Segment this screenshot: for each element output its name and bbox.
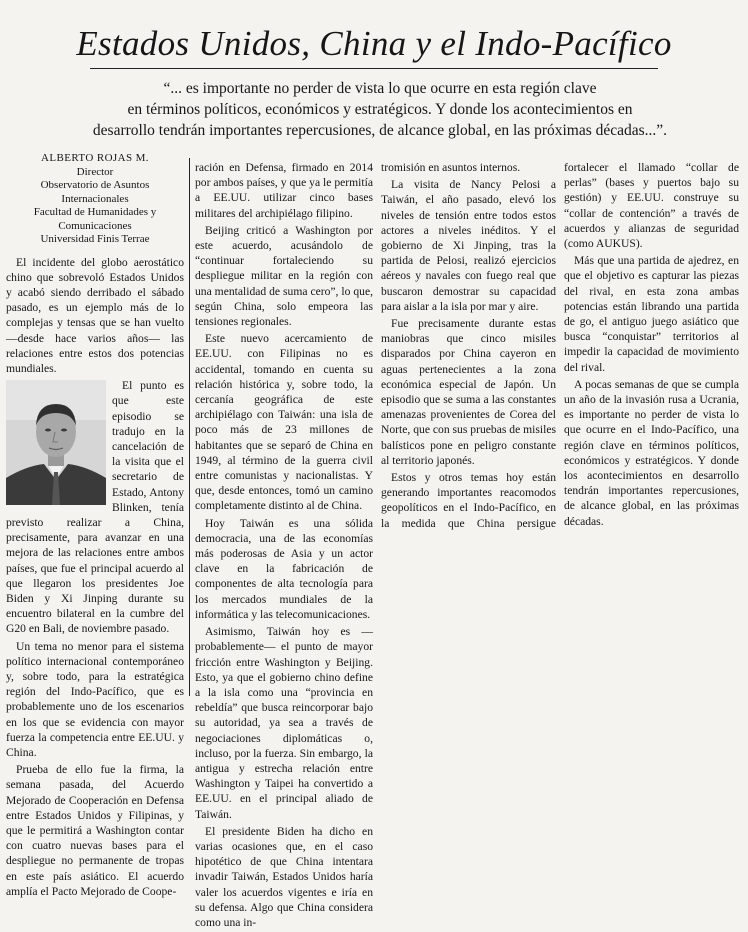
paragraph: El punto es que este episodio se tradujo en la cancelación de la visita que el secretario de Estado, Antony Blinken, tenía previsto realizar a China, precisamente, para avanzar en una mejora de las relaciones entre ambos países, que fue el principal acuerdo al que llegaron los presidentes Joe Biden y Xi Jinping durante su encuentro bilateral en la cumbre del G20 en Bali, de noviembre pasado. (6, 379, 184, 636)
paragraph: tromisión en asuntos internos. (381, 161, 521, 174)
paragraph: La visita de Nancy Pelosi a Taiwán, el año pasado, elevó los niveles de tensión entre todos estos actores a niveles inéditos. Y el gobierno de Xi Jinping, tras la partida de Pelosi, realizó ejercicios aéreos y navales con fuego real que buscaron demostrar su capacidad para aislar a la isla por mar y aire. (381, 178, 556, 313)
byline-institution: Observatorio de Asuntos Internacionales (40, 179, 150, 205)
paragraph: A pocas semanas de que se cumpla un año de la invasión rusa a Ucrania, es importante no perder de vista lo que ocurre en el Indo-Pacífico, una región clave en términos políticos, económicos y estratégicos. Y donde los acontecimientos en desarrollo tendrán importantes repercusiones, de alcance global, en las próximas décadas. (564, 377, 739, 528)
paragraph: Beijing criticó a Washington por este acuerdo, acusándolo de “continuar fortaleciendo su despliegue militar en la región con una mentalidad de suma cero”, lo que, según China, solo empeora las tensiones regionales. (195, 223, 373, 329)
paragraph: Este nuevo acercamiento de EE.UU. con Filipinas no es accidental, tomando en cuenta su relación histórica y, sobre todo, la cercanía geográfica de este archipiélago con Taiwán: una isla de poco más de 23 millones de habitantes que se separó de China en 1949, al término de la guerra civil entre comunistas y nacionalistas. Y que, desde entonces, tomó un camino completamente distinto al de China. (195, 332, 373, 513)
article-column-2 (195, 160, 373, 932)
byline-author: ALBERTO ROJAS M. (41, 152, 149, 164)
paragraph: Hoy Taiwán es una sólida democracia, una de las economías más poderosas de Asia y un actor clave en la fabricación de componentes de alta tecnología para los mercados mundiales de la informática y las telecomunicaciones. (195, 516, 373, 621)
quote-top-rule (90, 68, 658, 69)
paragraph: Estos y otros temas hoy están generando importantes reacomodos geopolíticos en el Indo-Pacífico, en la medida que China persigue fortalecer el llamado “collar de perlas” (bases y puertos bajo su gestión) y EE.UU. construye su “collar de contención” a través de acuerdos y alianzas de seguridad (como AUKUS). (381, 161, 739, 530)
pull-quote-line: desarrollo tendrán importantes repercusiones, de alcance global, en las próximas décadas...”. (92, 122, 668, 139)
pull-quote (40, 78, 720, 141)
byline (6, 152, 184, 247)
paragraph: El presidente Biden ha dicho en varias ocasiones que, en el caso hipotético de que China intentara invadir Taiwán, Estados Unidos haría valer los acuerdos vigentes e iría en su defensa. Algo que China considera como una in- (195, 824, 373, 929)
paragraph: Más que una partida de ajedrez, en que el objetivo es capturar las piezas del rival, en esta zona ambas potencias están librando una partida de go, el antiguo juego asiático que busca “conquistar” territorios al impedir la capacidad de movimiento del rival. (564, 254, 739, 374)
paragraph: Asimismo, Taiwán hoy es —probablemente— el punto de mayor fricción entre Washington y Beijing. Esto, ya que el gobierno chino define a la isla como una “provincia en rebeldía” que busca reincorporar bajo su autoridad, ya sea a través de negociaciones diplomáticas o, incluso, por la fuerza. Sin embargo, la antigua y estrecha relación entre Washington y Taipei ha convertido a EE.UU. en el principal aliado de Taiwán. (195, 625, 373, 821)
author-portrait-image (6, 380, 106, 505)
article-title: Estados Unidos, China y el Indo-Pacífico (76, 24, 672, 63)
paragraph: Fue precisamente durante estas maniobras que cinco misiles disparados por China cayeron en aguas pertenecientes a la zona económica especial de Japón. Un episodio que se suma a las constantes amenazas provenientes de Corea del Norte, que con sus pruebas de misiles balísticos pone en peligro constante al territorio japonés. (381, 317, 556, 467)
pull-quote-line: “... es importante no perder de vista lo que ocurre en esta región clave (163, 80, 597, 97)
paragraph: ración en Defensa, firmado en 2014 por ambos países, y que ya le permitía a EE.UU. utilizar cinco bases militares del archipiélago filipino. (195, 161, 373, 220)
byline-institution: Universidad Finis Terrae (40, 233, 150, 245)
paragraph: Prueba de ello fue la firma, la semana pasada, del Acuerdo Mejorado de Cooperación en Defensa entre Estados Unidos y Filipinas, y que le permitirá a Washington contar con cuatro nuevas bases para el despliegue no permanente de tropas en este país asiático. El acuerdo amplía el Pacto Mejorado de Coope- (6, 763, 184, 898)
byline-role: Director (76, 165, 114, 178)
article-column-3 (381, 160, 739, 531)
author-photo (6, 380, 106, 505)
paragraph: El incidente del globo aerostático chino que sobrevoló Estados Unidos y acabó siendo derribado el sábado pasado, es un ejemplo más de lo complejas y tensas que se han vuelto —desde hace varios años— las relaciones entre estos dos potencias mundiales. (6, 255, 184, 375)
pull-quote-line: en términos políticos, económicos y estratégicos. Y donde los acontecimientos en (127, 101, 633, 118)
byline-institution: Facultad de Humanidades y Comunicaciones (33, 206, 157, 232)
article-column-1 (6, 152, 184, 901)
paragraph: Un tema no menor para el sistema político internacional contemporáneo y, sobre todo, para la estratégica región del Indo-Pacífico, que es probablemente uno de los escenarios en los que se evidencia con mayor fuerza la competencia entre EE.UU. y China. (6, 639, 184, 759)
column-divider (189, 158, 190, 696)
